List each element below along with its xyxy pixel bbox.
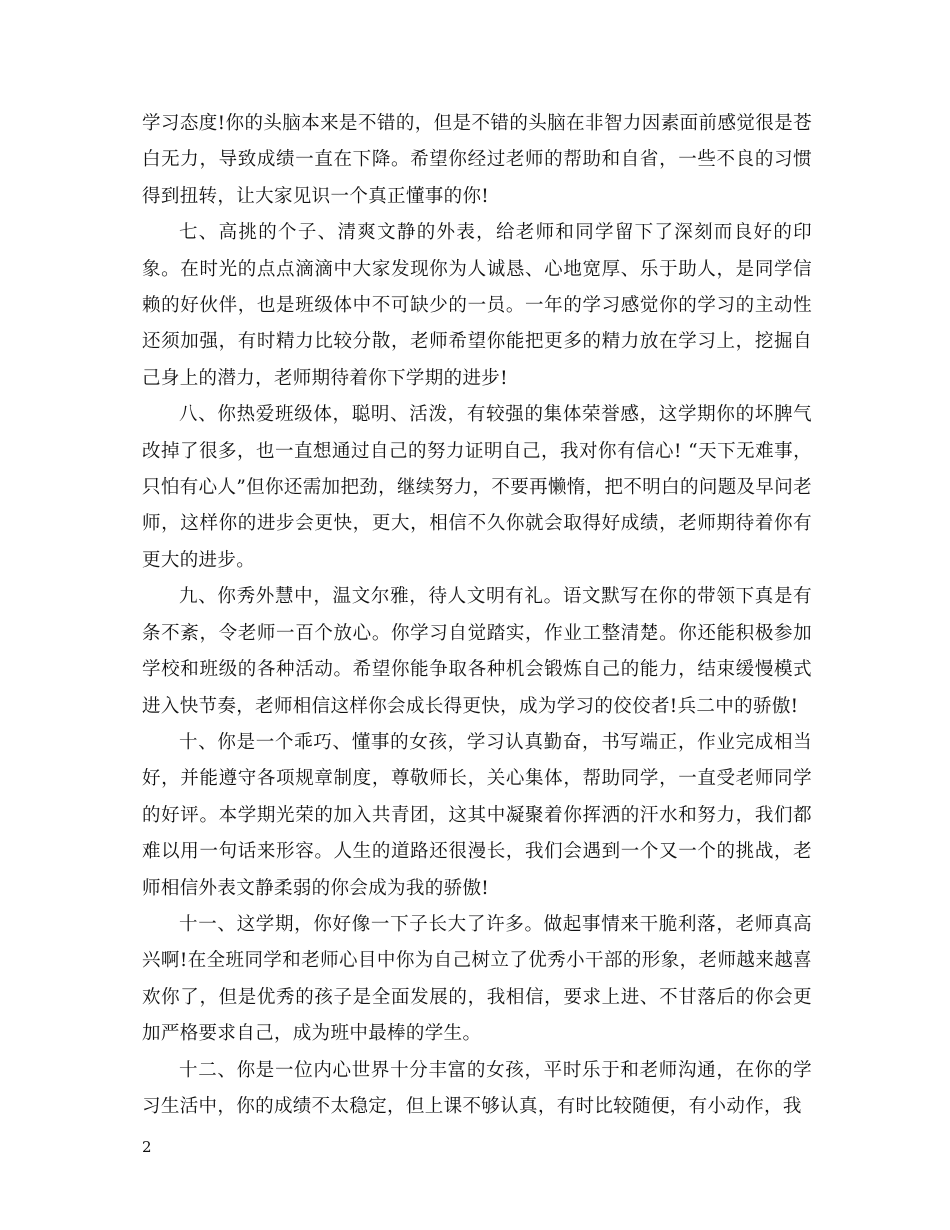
paragraph-nine: 九、你秀外慧中，温文尔雅，待人文明有礼。语文默写在你的带领下真是有条不紊，令老师一百个放心。你学习自觉踏实，作业工整清楚。你还能积极参加学校和班级的各种活动。希望你能争取各种机会锻炼自己的能力，结束缓慢模式进入快节奏，老师相信这样你会成长得更快，成为学习的佼佼者!兵二中的骄傲! <box>142 586 812 717</box>
paragraph-twelve: 十二、你是一位内心世界十分丰富的女孩，平时乐于和老师沟通，在你的学习生活中，你的成绩不太稳定，但上课不够认真，有时比较随便，有小动作，我 <box>142 1059 812 1117</box>
paragraph-seven: 七、高挑的个子、清爽文静的外表，给老师和同学留下了深刻而良好的印象。在时光的点点滴滴中大家发现你为人诚恳、心地宽厚、乐于助人，是同学信赖的好伙伴，也是班级体中不可缺少的一员。一年的学习感觉你的学习的主动性还须加强，有时精力比较分散，老师希望你能把更多的精力放在学习上，挖掘自己身上的潜力，老师期待着你下学期的进步! <box>142 222 812 389</box>
document-body <box>142 106 812 1125</box>
paragraph-eight: 八、你热爱班级体，聪明、活泼，有较强的集体荣誉感，这学期你的坏脾气改掉了很多，也一直想通过自己的努力证明自己，我对你有信心! “天下无难事，只怕有心人”但你还需加把劲，继续努力，不要再懒惰，把不明白的问题及早问老师，这样你的进步会更快，更大，相信不久你就会取得好成绩，老师期待着你有更大的进步。 <box>142 404 812 571</box>
paragraph-eleven: 十一、这学期，你好像一下子长大了许多。做起事情来干脆利落，老师真高兴啊!在全班同学和老师心目中你为自己树立了优秀小干部的形象，老师越来越喜欢你了，但是优秀的孩子是全面发展的，我相信，要求上进、不甘落后的你会更加严格要求自己，成为班中最棒的学生。 <box>142 913 812 1045</box>
paragraph-ten: 十、你是一个乖巧、懂事的女孩，学习认真勤奋，书写端正，作业完成相当好，并能遵守各项规章制度，尊敬师长，关心集体，帮助同学，一直受老师同学的好评。本学期光荣的加入共青团，这其中凝聚着你挥洒的汗水和努力，我们都难以用一句话来形容。人生的道路还很漫长，我们会遇到一个又一个的挑战，老师相信外表文静柔弱的你会成为我的骄傲! <box>142 731 812 899</box>
page-number: 2 <box>142 1138 152 1156</box>
paragraph-continued: 学习态度!你的头脑本来是不错的，但是不错的头脑在非智力因素面前感觉很是苍白无力，导致成绩一直在下降。希望你经过老师的帮助和自省，一些不良的习惯得到扭转，让大家见识一个真正懂事的你! <box>142 113 812 207</box>
